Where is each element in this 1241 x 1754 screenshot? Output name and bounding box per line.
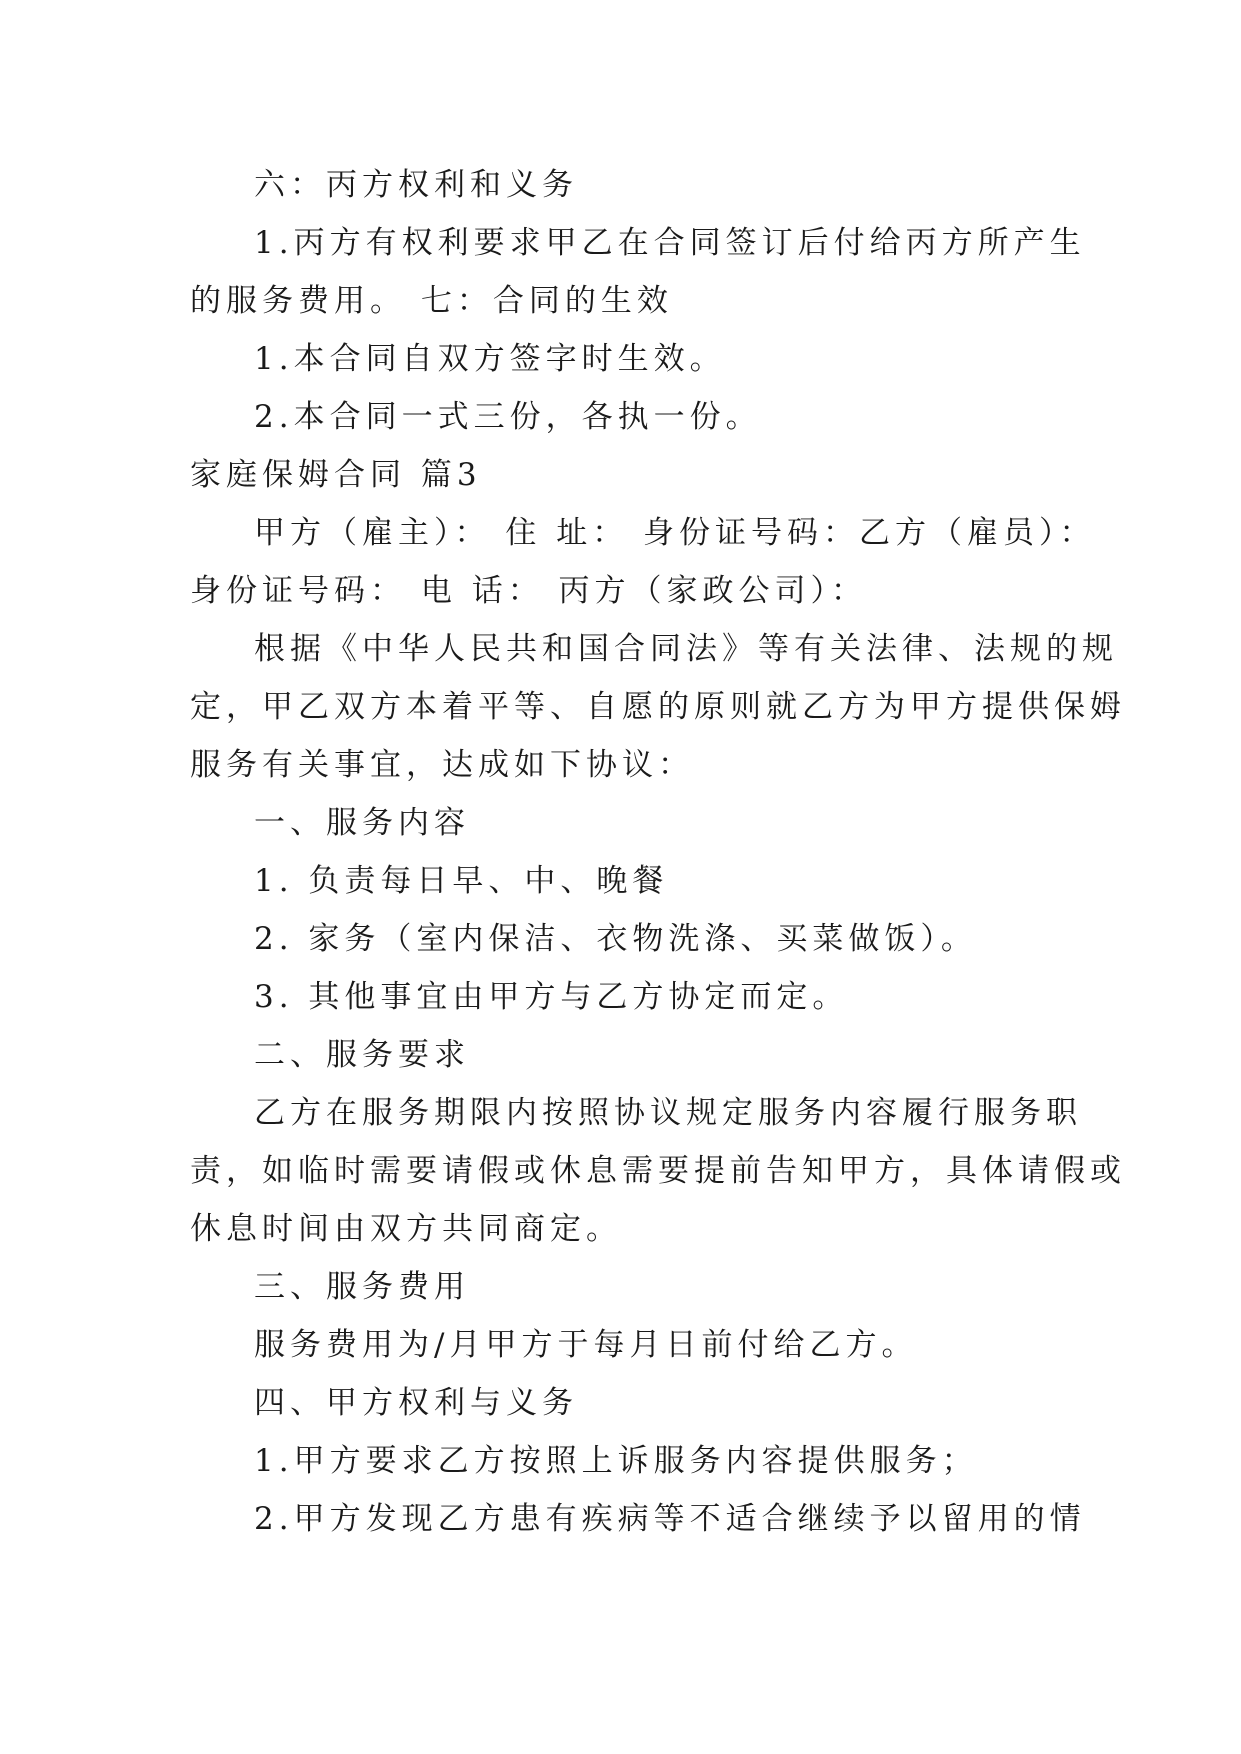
paragraph-line: 定，甲乙双方本着平等、自愿的原则就乙方为甲方提供保姆: [190, 689, 1126, 725]
paragraph-line: 根据《中华人民共和国合同法》等有关法律、法规的规: [254, 631, 1118, 667]
list-item: 1.甲方要求乙方按照上诉服务内容提供服务；: [254, 1443, 978, 1479]
paragraph-line: 2.本合同一式三份，各执一份。: [254, 399, 762, 435]
paragraph-line: 1.本合同自双方签字时生效。: [254, 341, 726, 377]
list-item: 2.甲方发现乙方患有疾病等不适合继续予以留用的情: [254, 1501, 1086, 1537]
paragraph-line: 的服务费用。 七：合同的生效: [190, 283, 673, 319]
list-item: 1. 负责每日早、中、晚餐: [254, 863, 669, 899]
section-heading-1: 一、服务内容: [254, 805, 470, 841]
document-title: 家庭保姆合同 篇3: [190, 457, 482, 493]
list-item: 3. 其他事宜由甲方与乙方协定而定。: [254, 979, 849, 1015]
paragraph-line: 身份证号码： 电 话： 丙方（家政公司）：: [190, 573, 868, 609]
paragraph-line: 甲方（雇主）： 住 址： 身份证号码：乙方（雇员）：: [254, 515, 1096, 551]
paragraph-line: 服务费用为/月甲方于每月日前付给乙方。: [254, 1327, 918, 1363]
paragraph-line: 责，如临时需要请假或休息需要提前告知甲方，具体请假或: [190, 1153, 1126, 1189]
paragraph-line: 休息时间由双方共同商定。: [190, 1211, 622, 1247]
paragraph-line: 乙方在服务期限内按照协议规定服务内容履行服务职: [254, 1095, 1082, 1131]
paragraph-line: 服务有关事宜，达成如下协议：: [190, 747, 694, 783]
section-heading-3: 三、服务费用: [254, 1269, 470, 1305]
section-heading-4: 四、甲方权利与义务: [254, 1385, 578, 1421]
section-heading-6: 六：丙方权利和义务: [254, 167, 578, 203]
list-item: 2. 家务（室内保洁、衣物洗涤、买菜做饭）。: [254, 921, 977, 957]
paragraph-line: 1.丙方有权利要求甲乙在合同签订后付给丙方所产生: [254, 225, 1086, 261]
section-heading-2: 二、服务要求: [254, 1037, 470, 1073]
